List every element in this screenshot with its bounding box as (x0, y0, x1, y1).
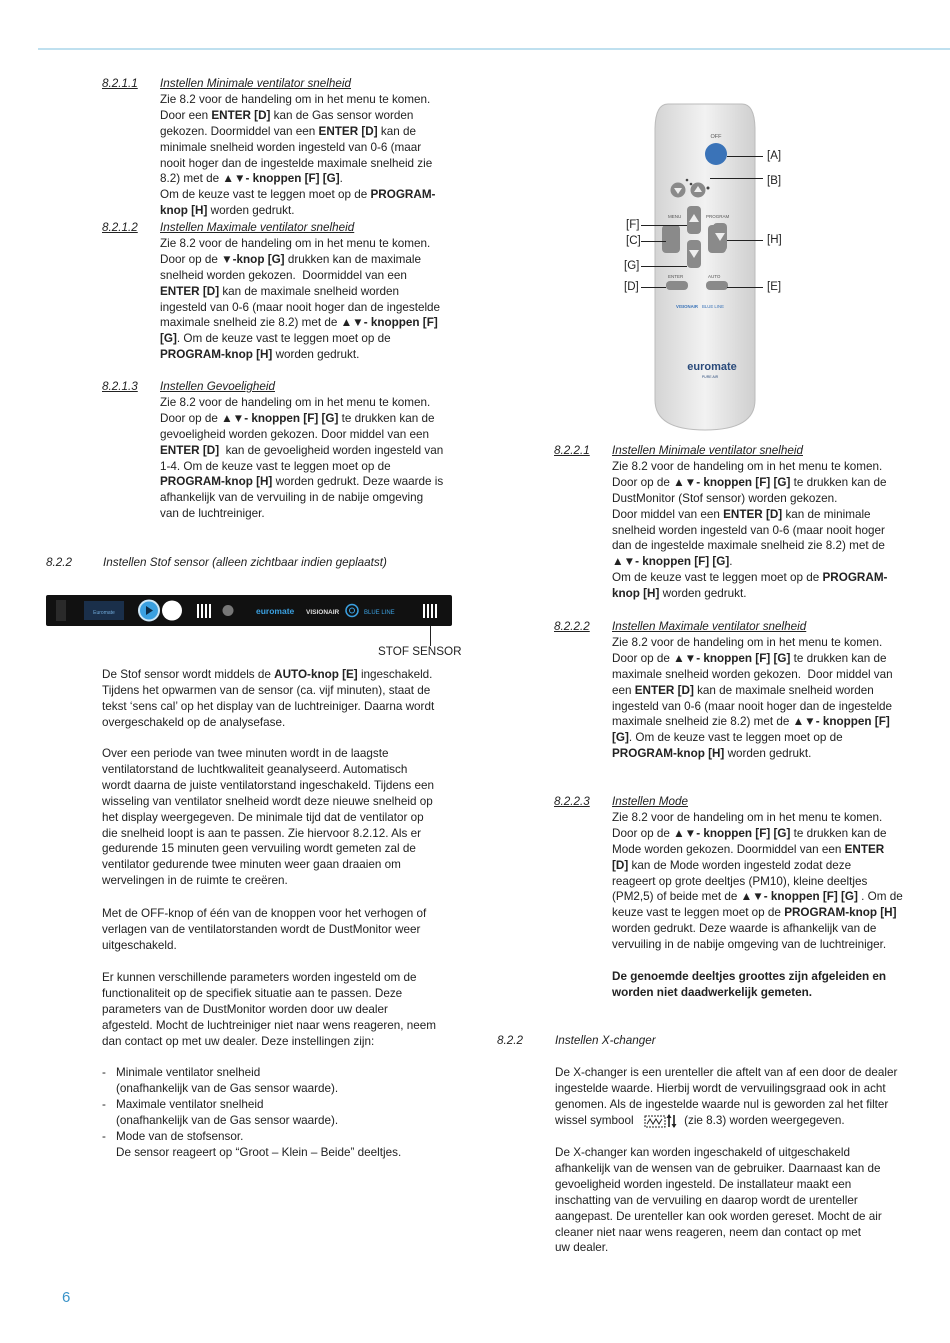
paragraph-xchanger-1: De X-changer is een urenteller die aftelt van af een door de dealer ingestelde waarde. Hierbij wordt de vervuilingsgraad ook in acht genomen. Als de ingestelde waarde nul is geworden zal het filter wissel symbool (zie 8.3) worden weergegeven. (555, 1066, 898, 1127)
section-8-2-1-3 (102, 379, 462, 522)
section-title: Instellen Mode (612, 795, 689, 808)
section-8-2-2-2 (554, 619, 914, 762)
list-item: - Maximale ventilator snelheid (102, 1097, 264, 1111)
display-label: STOF SENSOR (378, 645, 462, 658)
section-8-2-2-stof (46, 555, 466, 571)
remote-off-label: OFF (710, 134, 722, 140)
list-item: - Minimale ventilator snelheid (102, 1066, 261, 1079)
remote-auto-label: AUTO (708, 274, 721, 279)
section-number: 8.2.2 (46, 556, 72, 569)
remote-graphic (620, 100, 790, 440)
remote-visionair: VISIONAIR (676, 304, 698, 309)
list-item: (onafhankelijk van de Gas sensor waarde). (116, 1113, 339, 1127)
section-body: Zie 8.2 voor de handeling om in het menu te komen. Door op de ▲▼- knoppen [F] [G] te drukken kan de Mode worden gekozen. Doormiddel van een ENTER [D] kan de Mode worden ingesteld zodat deze reageert op grote deeltjes (PM10), kleine deeltjes (PM2,5) of beide met de ▲▼- knoppen [F] [G] . Om de keuze vast te leggen moet op de PROGRAM-knop [H] worden gedrukt. Deze waarde is afhankelijk van de vervuiling in de nabije omgeving van de luchtreiniger. De genoemde deeltjes groottes zijn afgeleiden en worden niet daadwerkelijk gemeten. (612, 810, 903, 999)
section-body: Zie 8.2 voor de handeling om in het menu te komen. Door een ENTER [D] kan de Gas sensor worden gekozen. Doormiddel van een ENTER [D] kan de minimale snelheid worden ingesteld van 0-6 (maar nooit hoger dan de ingestelde maximale snelheid zie 8.2) met de ▲▼- knoppen [F] [G]. Om de keuze vast te leggen moet op de PROGRAM- knop [H] worden gedrukt. (160, 92, 436, 218)
display-graphic (46, 595, 452, 626)
callout-line-h (727, 240, 763, 241)
section-body: Zie 8.2 voor de handeling om in het menu te komen. Door op de ▲▼- knoppen [F] [G] te drukken kan de maximale snelheid worden gekozen. Door middel van een ENTER [D] kan de maximale snelheid worden ingesteld van 0-6 (maar nooit hoger dan de ingestelde maximale snelheid zie 8.2) met de ▲▼- knoppen [F] [G]. Om de keuze vast te leggen moet op de PROGRAM-knop [H] worden gedrukt. (612, 635, 893, 761)
paragraph-stof-4: Er kunnen verschillende parameters worden ingesteld om de functionaliteit op de specifiek situatie aan te passen. Deze parameters van de DustMonitor worden door uw dealer afgesteld. Mocht de luchtreiniger niet naar wens reageren, neem dan contact op met uw dealer. Deze instellingen zijn: (102, 971, 436, 1048)
remote-label-a: [A] (767, 150, 782, 162)
section-number: 8.2.2.1 (554, 444, 590, 457)
callout-line-f (641, 225, 687, 226)
remote-menu-label: MENU (668, 214, 682, 219)
section-number: 8.2.2 (497, 1034, 523, 1047)
remote-blueline: BLUE LINE (702, 304, 724, 309)
display-brand: euromate (256, 606, 295, 616)
paragraph-stof-2: Over een periode van twee minuten wordt in de laagste ventilatorstand de luchtkwaliteit geanalyseerd. Automatisch wordt daarna de juiste ventilatorstand ingeschakeld. Tijdens een wisseling van ventilator snelheid wordt deze nieuwe snelheid op het display weergegeven. De minimale tijd dat de ventilator op die snelheid loopt is aan te passen. Zie hiervoor 8.2.12. Als er gedurende 15 minuten geen vervuiling wordt gemeten zal de ventilator gedurende twee minuten weer gaan draaien om wervelingen in de ruimte te creëren. (102, 747, 435, 888)
section-8-2-1-1 (102, 76, 462, 219)
callout-line-g (641, 266, 687, 267)
paragraph-stof-3: Met de OFF-knop of één van de knoppen voor het verhogen of verlagen van de ventilatorstanden wordt de DustMonitor weer uitgeschakeld. (102, 907, 427, 952)
display-panel (46, 595, 452, 626)
section-title: Instellen Minimale ventilator snelheid (160, 77, 351, 90)
filter-symbol-icon (637, 1113, 681, 1129)
remote-label-c: [C] (626, 235, 641, 247)
remote-label-e: [E] (767, 281, 782, 293)
section-8-2-2-xchanger (497, 1033, 917, 1049)
page-number: 6 (62, 1289, 71, 1306)
section-8-2-2-3 (554, 794, 914, 1001)
display-visionair: VISIONAIR (306, 609, 340, 616)
section-body: Zie 8.2 voor de handeling om in het menu te komen. Door op de ▲▼- knoppen [F] [G] te drukken kan de gevoeligheid worden gekozen. Door middel van een ENTER [D] kan de gevoeligheid worden ingesteld van 1-4. Om de keuze vast te leggen moet op de PROGRAM-knop [H] worden gedrukt. Deze waarde is afhankelijk van de vervuiling in de nabije omgeving van de luchtreiniger. (160, 395, 444, 521)
display-small-logo: Euromate (93, 610, 115, 616)
paragraph-xchanger-2: De X-changer kan worden ingeschakeld of uitgeschakeld afhankelijk van de wensen van de gebruiker. Daarnaast kan de gevoeligheid worden ingesteld. De installateur maakt een inschatting van de vervuiling en daarop wordt de urenteller aangepast. De urenteller kan ook worden gereset. Mocht de air cleaner niet naar wens reageren, neem dan contact op met uw dealer. (555, 1146, 882, 1255)
top-rule (38, 48, 950, 50)
callout-line-c (641, 241, 666, 242)
settings-list (102, 1065, 462, 1160)
remote-logo-sub: PURE AIR (701, 375, 719, 379)
section-number: 8.2.1.1 (102, 77, 138, 90)
callout-line-e (727, 287, 763, 288)
list-item: - Mode van de stofsensor. (102, 1129, 244, 1143)
section-title: Instellen Minimale ventilator snelheid (612, 444, 803, 457)
section-body: Zie 8.2 voor de handeling om in het menu te komen. Door op de ▼-knop [G] drukken kan de maximale snelheid worden gekozen. Doormiddel van een ENTER [D] kan de maximale snelheid worden ingesteld van 0-6 (maar nooit hoger dan de ingestelde maximale snelheid zie 8.2) met de ▲▼- knoppen [F] [G]. Om de keuze vast te leggen moet op de PROGRAM-knop [H] worden gedrukt. (160, 236, 441, 362)
section-title: Instellen X-changer (555, 1034, 656, 1047)
off-button (705, 143, 727, 165)
section-number: 8.2.1.2 (102, 221, 138, 234)
section-8-2-1-2 (102, 220, 462, 363)
section-8-2-2-1 (554, 443, 914, 602)
remote-program-label: PROGRAM (706, 214, 730, 219)
callout-line-a (727, 156, 763, 157)
section-body: Zie 8.2 voor de handeling om in het menu te komen. Door op de ▲▼- knoppen [F] [G] te drukken kan de DustMonitor (Stof sensor) worden gekozen. Door middel van een ENTER [D] kan de minimale snelheid worden ingesteld van 0-6 (maar nooit hoger dan de ingestelde maximale snelheid zie 8.2) met de ▲▼- knoppen [F] [G]. Om de keuze vast te leggen moet op de PROGRAM- knop [H] worden gedrukt. (612, 459, 888, 601)
section-title: Instellen Stof sensor (alleen zichtbaar indien geplaatst) (103, 556, 387, 569)
display-blueline: BLUE LINE (364, 610, 395, 616)
section-number: 8.2.1.3 (102, 380, 138, 393)
callout-line-d (641, 287, 666, 288)
remote-logo: euromate (687, 361, 737, 373)
remote-label-g: [G] (624, 260, 640, 272)
section-title: Instellen Maximale ventilator snelheid (160, 221, 355, 234)
remote-enter-label: ENTER (668, 274, 684, 279)
section-title: Instellen Maximale ventilator snelheid (612, 620, 807, 633)
section-number: 8.2.2.3 (554, 795, 590, 808)
paragraph-stof-1: De Stof sensor wordt middels de AUTO-knop [E] ingeschakeld. Tijdens het opwarmen van de sensor (ca. vijf minuten), staat de tekst ‘sens cal’ op het display van de luchtreiniger. Daarna wordt overgeschakeld op de analysefase. (102, 668, 435, 729)
remote-control-image (620, 100, 790, 440)
remote-label-f: [F] (626, 219, 640, 231)
section-title: Instellen Gevoeligheid (160, 380, 276, 393)
remote-label-b: [B] (767, 175, 782, 187)
callout-line-b (710, 178, 763, 179)
remote-label-h: [H] (767, 234, 782, 246)
section-number: 8.2.2.2 (554, 620, 590, 633)
display-callout-line (430, 626, 431, 646)
list-item: De sensor reageert op “Groot – Klein – Beide” deeltjes. (116, 1145, 402, 1159)
list-item: (onafhankelijk van de Gas sensor waarde). (116, 1081, 339, 1095)
remote-label-d: [D] (624, 281, 639, 293)
